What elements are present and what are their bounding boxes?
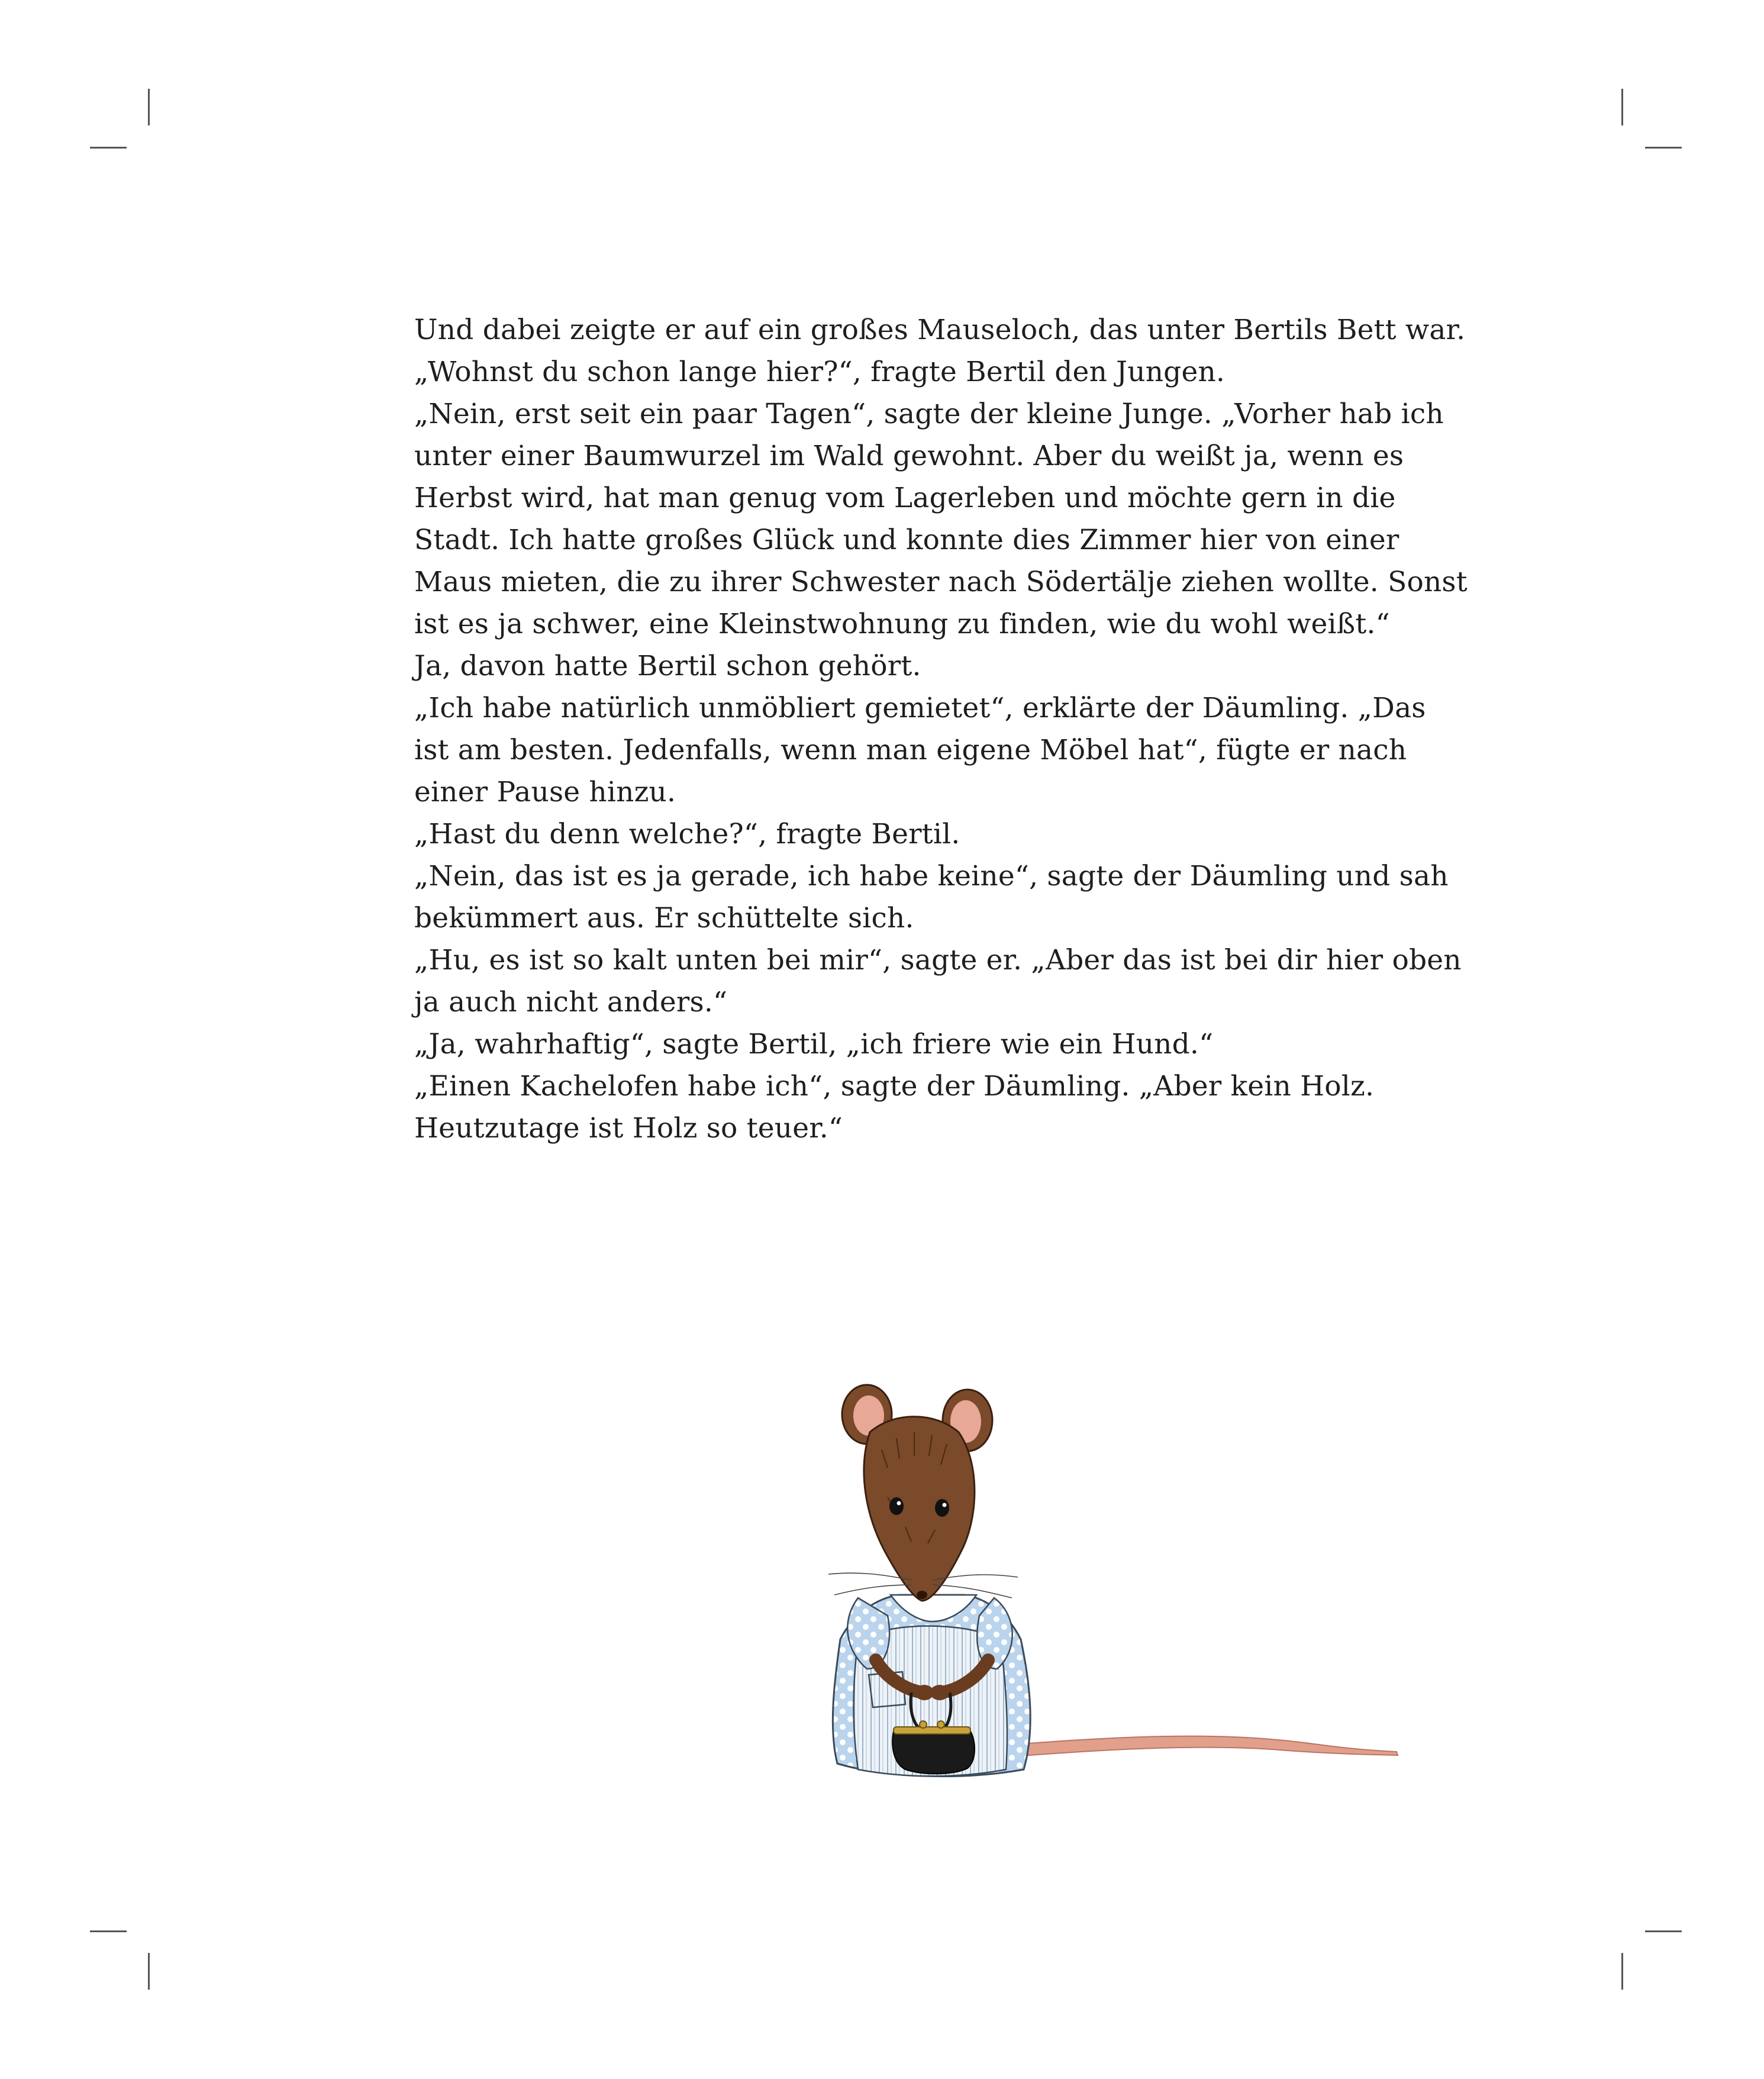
crop-mark-top-left-v bbox=[148, 89, 150, 125]
text-line: „Nein, das ist es ja gerade, ich habe keine“, sagte der Däumling und sah bbox=[414, 860, 1449, 892]
eye-left bbox=[889, 1497, 904, 1515]
bag-clasp bbox=[894, 1727, 970, 1734]
text-line: ist am besten. Jedenfalls, wenn man eigene Möbel hat“, fügte er nach bbox=[414, 734, 1407, 766]
text-line: „Wohnst du schon lange hier?“, fragte Bertil den Jungen. bbox=[414, 356, 1226, 388]
text-line: Ja, davon hatte Bertil schon gehört. bbox=[414, 650, 921, 682]
text-line: „Hast du denn welche?“, fragte Bertil. bbox=[414, 818, 960, 850]
head bbox=[864, 1417, 975, 1601]
text-line: „Einen Kachelofen habe ich“, sagte der Däumling. „Aber kein Holz. bbox=[414, 1070, 1375, 1103]
bag-clasp-knob bbox=[920, 1721, 927, 1728]
crop-mark-bottom-left-h bbox=[90, 1930, 127, 1932]
eye-right bbox=[935, 1499, 949, 1517]
story-text bbox=[414, 309, 1468, 1149]
crop-mark-bottom-left-v bbox=[148, 1953, 150, 1990]
text-line: ja auch nicht anders.“ bbox=[414, 986, 728, 1018]
text-line: Heutzutage ist Holz so teuer.“ bbox=[414, 1112, 843, 1145]
crop-mark-top-right-v bbox=[1621, 89, 1623, 125]
crop-mark-bottom-right-h bbox=[1645, 1930, 1682, 1932]
text-line: Herbst wird, hat man genug vom Lagerleben und möchte gern in die bbox=[414, 482, 1396, 514]
handbag bbox=[892, 1731, 975, 1774]
text-line: Stadt. Ich hatte großes Glück und konnte dies Zimmer hier von einer bbox=[414, 524, 1399, 556]
hand bbox=[930, 1685, 949, 1700]
text-line: einer Pause hinzu. bbox=[414, 776, 676, 808]
bag-clasp-knob bbox=[937, 1721, 944, 1728]
text-line: bekümmert aus. Er schüttelte sich. bbox=[414, 902, 914, 934]
text-line: „Ja, wahrhaftig“, sagte Bertil, „ich friere wie ein Hund.“ bbox=[414, 1028, 1214, 1061]
crop-mark-top-right-h bbox=[1645, 147, 1682, 149]
text-line: unter einer Baumwurzel im Wald gewohnt. Aber du weißt ja, wenn es bbox=[414, 440, 1404, 472]
text-line: „Hu, es ist so kalt unten bei mir“, sagte er. „Aber das ist bei dir hier oben bbox=[414, 944, 1462, 976]
text-line: „Ich habe natürlich unmöbliert gemietet“, erklärte der Däumling. „Das bbox=[414, 692, 1426, 724]
crop-mark-bottom-right-v bbox=[1621, 1953, 1623, 1990]
text-line: Maus mieten, die zu ihrer Schwester nach Södertälje ziehen wollte. Sonst bbox=[414, 566, 1468, 598]
mouse-illustration bbox=[769, 1361, 1420, 1799]
tail bbox=[994, 1736, 1398, 1758]
nose bbox=[917, 1591, 927, 1599]
text-line: Und dabei zeigte er auf ein großes Mauseloch, das unter Bertils Bett war. bbox=[414, 314, 1466, 346]
crop-mark-top-left-h bbox=[90, 147, 127, 149]
text-line: ist es ja schwer, eine Kleinstwohnung zu finden, wie du wohl weißt.“ bbox=[414, 608, 1390, 640]
text-line: „Nein, erst seit ein paar Tagen“, sagte der kleine Junge. „Vorher hab ich bbox=[414, 398, 1444, 430]
